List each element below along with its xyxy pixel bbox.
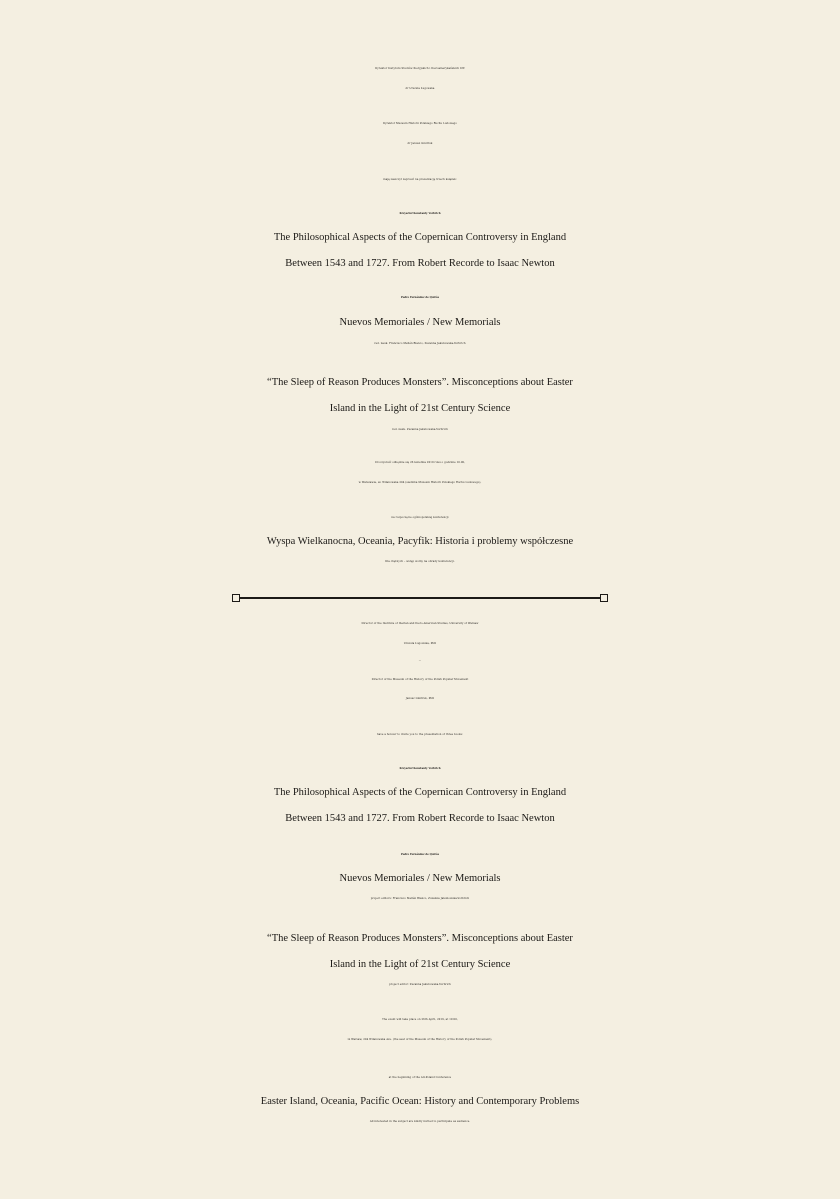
pl-book2-title: Nuevos Memoriales / New Memorials — [339, 317, 501, 328]
pl-host1-name: dr Urszula Ługowska — [405, 87, 435, 90]
divider-left-endcap — [232, 594, 240, 602]
pl-event-line2: w Warszawie, al. Wilanowska 204 (siedziba Muzeum Historii Polskiego Ruchu Ludowego), — [358, 481, 482, 484]
pl-book3-title-line1: “The Sleep of Reason Produces Monsters”. Misconceptions about Easter — [267, 377, 573, 388]
en-conjunction: and — [418, 661, 422, 662]
en-conference-note: All interested in the subject are kindly invited to participate as audience. — [369, 1120, 471, 1123]
en-book3-title-line2: Island in the Light of 21st Century Science — [329, 959, 511, 970]
en-conference-intro: at the beginning of the All-Poland Conference — [388, 1076, 452, 1079]
en-host1-name: Urszula Ługowska, PhD — [403, 642, 437, 645]
en-event-line2: in Warsaw, 204 Wilanowska Ave. (the seat of the Museum of the History of the Polish Popular Movement), — [347, 1038, 493, 1041]
pl-book1-title-line2: Between 1543 and 1727. From Robert Recorde to Isaac Newton — [285, 258, 555, 269]
pl-book2-author: Pedro Fernández de Quirós — [401, 296, 439, 299]
pl-event-line1: Uroczystość odbędzie się 26 kwietnia 2019 roku o godzinie 10.00, — [374, 461, 466, 464]
en-book2-author: Pedro Fernández de Quirós — [401, 853, 439, 856]
en-host2-name: Janusz Gmitruk, PhD — [405, 697, 435, 700]
divider-line — [238, 597, 602, 599]
en-book3-editors: project editor: Zuzanna Jakubowska-Vorbrich — [389, 983, 451, 986]
pl-book3-editors: red. nauk. Zuzanna Jakubowska-Vorbrich — [392, 428, 448, 431]
divider-right-endcap — [600, 594, 608, 602]
pl-book2-editors: red. nauk. Francisco Mellén Blanco, Zuzanna Jakubowska-Vorbrich — [374, 342, 466, 345]
section-divider — [232, 594, 608, 602]
en-book2-title: Nuevos Memoriales / New Memorials — [339, 873, 501, 884]
pl-host1-title: Dyrektor Instytutu Studiów Iberyjskich i Iberoamerykańskich UW — [375, 67, 465, 70]
en-book2-editors: project editors: Francisco Mellén Blanco, Zuzanna Jakubowska-Vorbrich — [370, 897, 470, 900]
en-book1-title-line2: Between 1543 and 1727. From Robert Recorde to Isaac Newton — [285, 813, 555, 824]
en-book1-title-line1: The Philosophical Aspects of the Copernican Controversy in England — [273, 787, 567, 798]
pl-book1-author: Krzysztof Konstanty Vorbrich — [399, 212, 441, 215]
pl-conference-note: Dla chętnych – wstęp wolny na obrady konferencji. — [385, 560, 455, 563]
en-host2-title: Director of the Museum of the History of the Polish Popular Movement — [371, 678, 469, 681]
pl-book3-title-line2: Island in the Light of 21st Century Science — [329, 403, 511, 414]
pl-conference-title: Wyspa Wielkanocna, Oceania, Pacyfik: Historia i problemy współczesne — [266, 536, 574, 547]
pl-conference-intro: na rozpoczęcie ogólnopolskiej konferencji — [391, 516, 449, 519]
en-book3-title-line1: “The Sleep of Reason Produces Monsters”. Misconceptions about Easter — [267, 933, 573, 944]
pl-invite-text: mają zaszczyt zaprosić na prezentację trzech książek: — [383, 178, 457, 181]
pl-host2-name: dr Janusz Gmitruk — [407, 142, 433, 145]
pl-host2-title: Dyrektor Muzeum Historii Polskiego Ruchu Ludowego — [383, 122, 457, 125]
en-invite-text: have a honour to invite you to the presentation of three books: — [377, 733, 463, 736]
en-book1-author: Krzysztof Konstanty Vorbrich — [399, 767, 441, 770]
en-event-line1: The event will take place on 26th April, 2019, at 10:00, — [382, 1018, 458, 1021]
pl-book1-title-line1: The Philosophical Aspects of the Copernican Controversy in England — [273, 232, 567, 243]
en-host1-title: Director of the Institute of Iberian and Ibero-American Studies, University of Warsaw — [361, 622, 479, 625]
en-conference-title: Easter Island, Oceania, Pacific Ocean: History and Contemporary Problems — [260, 1096, 580, 1107]
